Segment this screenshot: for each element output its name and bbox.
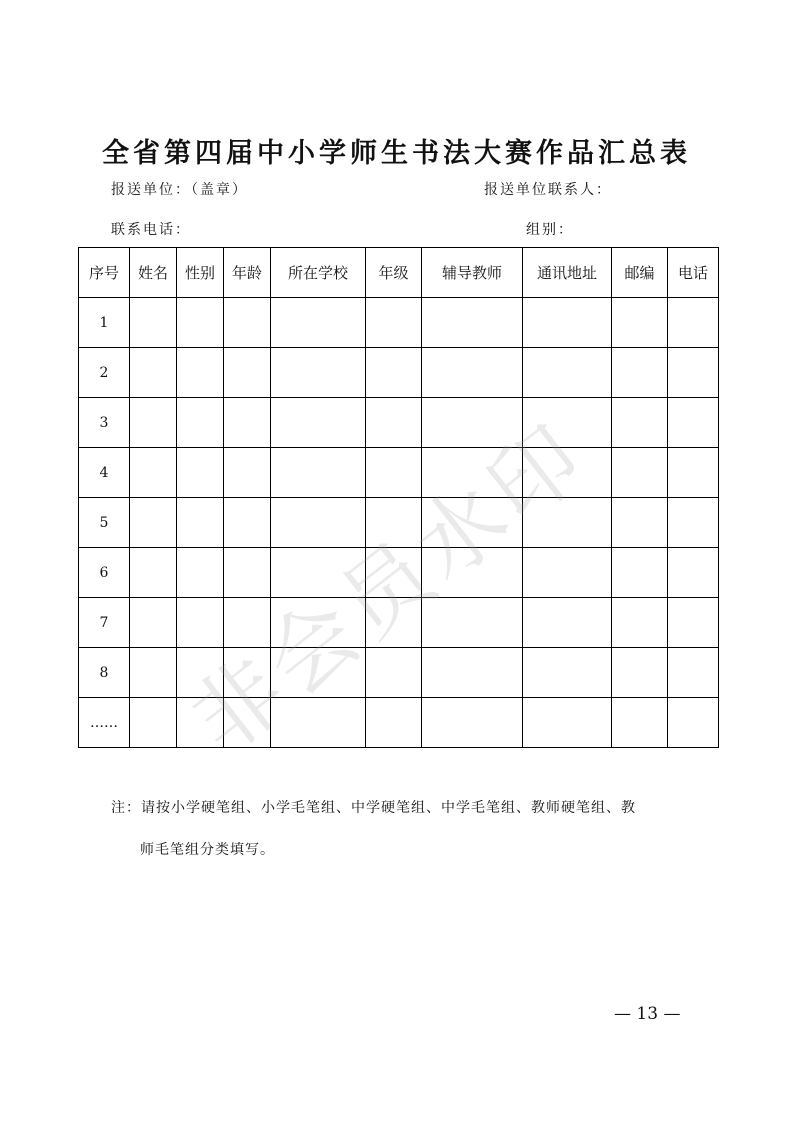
table-cell[interactable] bbox=[366, 698, 422, 748]
header-cell-index: 序号 bbox=[79, 248, 130, 298]
table-row bbox=[79, 398, 719, 448]
table-cell[interactable] bbox=[224, 398, 271, 448]
table-cell[interactable] bbox=[271, 698, 366, 748]
table-cell[interactable] bbox=[523, 548, 612, 598]
header-cell-gender: 性别 bbox=[177, 248, 224, 298]
table-cell[interactable] bbox=[366, 398, 422, 448]
table-cell[interactable] bbox=[177, 548, 224, 598]
header-cell-address: 通讯地址 bbox=[523, 248, 612, 298]
table-header-row bbox=[79, 248, 719, 298]
table-row bbox=[79, 598, 719, 648]
table-cell[interactable] bbox=[523, 348, 612, 398]
table-cell[interactable] bbox=[130, 398, 177, 448]
header-cell-name: 姓名 bbox=[130, 248, 177, 298]
table-cell[interactable] bbox=[130, 548, 177, 598]
row-index-cell: 4 bbox=[79, 448, 130, 498]
table-cell[interactable] bbox=[612, 698, 668, 748]
table-cell[interactable] bbox=[366, 598, 422, 648]
table-cell[interactable] bbox=[130, 448, 177, 498]
note-line-1: 注：请按小学硬笔组、小学毛笔组、中学硬笔组、中学毛笔组、教师硬笔组、教 bbox=[111, 800, 636, 816]
table-cell[interactable] bbox=[224, 298, 271, 348]
table-cell[interactable] bbox=[271, 348, 366, 398]
table-cell[interactable] bbox=[612, 648, 668, 698]
table-cell[interactable] bbox=[612, 398, 668, 448]
table-cell[interactable] bbox=[366, 498, 422, 548]
table-cell[interactable] bbox=[366, 548, 422, 598]
field-submitting-unit: 报送单位：（盖章） bbox=[111, 182, 248, 198]
table-cell[interactable] bbox=[224, 648, 271, 698]
document-title: 全省第四届中小学师生书法大赛作品汇总表 bbox=[102, 138, 691, 169]
table-cell[interactable] bbox=[271, 548, 366, 598]
row-index-cell: 8 bbox=[79, 648, 130, 698]
table-row bbox=[79, 648, 719, 698]
table-cell[interactable] bbox=[523, 698, 612, 748]
table-cell[interactable] bbox=[366, 448, 422, 498]
table-row bbox=[79, 448, 719, 498]
table-cell[interactable] bbox=[523, 498, 612, 548]
table-cell[interactable] bbox=[130, 648, 177, 698]
table-cell[interactable] bbox=[177, 698, 224, 748]
table-body bbox=[79, 298, 719, 748]
table-row bbox=[79, 548, 719, 598]
field-group: 组别： bbox=[526, 222, 574, 238]
table-cell[interactable] bbox=[422, 348, 523, 398]
table-cell[interactable] bbox=[271, 398, 366, 448]
field-contact-phone: 联系电话： bbox=[111, 222, 191, 238]
table-cell[interactable] bbox=[668, 648, 719, 698]
table-cell[interactable] bbox=[523, 598, 612, 648]
table-cell[interactable] bbox=[366, 348, 422, 398]
table-cell[interactable] bbox=[224, 448, 271, 498]
summary-table bbox=[78, 247, 719, 748]
table-cell[interactable] bbox=[366, 648, 422, 698]
table-cell[interactable] bbox=[668, 698, 719, 748]
watermark-text: 非会员水印 bbox=[172, 402, 606, 774]
table-cell[interactable] bbox=[422, 298, 523, 348]
table-cell[interactable] bbox=[612, 298, 668, 348]
header-cell-teacher: 辅导教师 bbox=[422, 248, 523, 298]
table-cell[interactable] bbox=[224, 548, 271, 598]
table-cell[interactable] bbox=[177, 448, 224, 498]
table-cell[interactable] bbox=[271, 298, 366, 348]
row-index-cell: 7 bbox=[79, 598, 130, 648]
table-cell[interactable] bbox=[668, 298, 719, 348]
table-row bbox=[79, 498, 719, 548]
table-cell[interactable] bbox=[668, 498, 719, 548]
table-cell[interactable] bbox=[224, 698, 271, 748]
table-cell[interactable] bbox=[130, 298, 177, 348]
table-cell[interactable] bbox=[523, 298, 612, 348]
page-number: — 13 — bbox=[614, 1004, 681, 1024]
table-cell[interactable] bbox=[177, 498, 224, 548]
table-cell[interactable] bbox=[422, 698, 523, 748]
table-cell[interactable] bbox=[130, 698, 177, 748]
table-cell[interactable] bbox=[224, 498, 271, 548]
table-cell[interactable] bbox=[271, 448, 366, 498]
table-cell[interactable] bbox=[271, 498, 366, 548]
row-index-cell: …… bbox=[79, 698, 130, 748]
table-cell[interactable] bbox=[668, 598, 719, 648]
header-cell-school: 所在学校 bbox=[271, 248, 366, 298]
table-cell[interactable] bbox=[271, 648, 366, 698]
table-cell[interactable] bbox=[612, 598, 668, 648]
table-cell[interactable] bbox=[523, 648, 612, 698]
table-cell[interactable] bbox=[177, 598, 224, 648]
table-cell[interactable] bbox=[612, 348, 668, 398]
table-cell[interactable] bbox=[130, 498, 177, 548]
table-cell[interactable] bbox=[668, 448, 719, 498]
row-index-cell: 1 bbox=[79, 298, 130, 348]
table-cell[interactable] bbox=[366, 298, 422, 348]
table-cell[interactable] bbox=[668, 548, 719, 598]
table-cell[interactable] bbox=[523, 398, 612, 448]
table-cell[interactable] bbox=[612, 448, 668, 498]
table-cell[interactable] bbox=[177, 648, 224, 698]
table-cell[interactable] bbox=[612, 498, 668, 548]
header-cell-grade: 年级 bbox=[366, 248, 422, 298]
table-cell[interactable] bbox=[668, 348, 719, 398]
table-cell[interactable] bbox=[422, 648, 523, 698]
table-cell[interactable] bbox=[422, 548, 523, 598]
table-cell[interactable] bbox=[130, 348, 177, 398]
note-line-2: 师毛笔组分类填写。 bbox=[140, 842, 275, 858]
table-cell[interactable] bbox=[130, 598, 177, 648]
table-cell[interactable] bbox=[224, 348, 271, 398]
table-row bbox=[79, 348, 719, 398]
table-cell[interactable] bbox=[422, 498, 523, 548]
table-cell[interactable] bbox=[612, 548, 668, 598]
header-cell-postcode: 邮编 bbox=[612, 248, 668, 298]
table-cell[interactable] bbox=[422, 398, 523, 448]
table-cell[interactable] bbox=[668, 398, 719, 448]
table-row bbox=[79, 298, 719, 348]
table-cell[interactable] bbox=[422, 448, 523, 498]
table-row bbox=[79, 698, 719, 748]
table-cell[interactable] bbox=[224, 598, 271, 648]
field-unit-contact: 报送单位联系人： bbox=[484, 182, 612, 198]
table-cell[interactable] bbox=[177, 348, 224, 398]
table-cell[interactable] bbox=[177, 298, 224, 348]
header-cell-age: 年龄 bbox=[224, 248, 271, 298]
row-index-cell: 6 bbox=[79, 548, 130, 598]
table-cell[interactable] bbox=[523, 448, 612, 498]
table-cell[interactable] bbox=[422, 598, 523, 648]
row-index-cell: 2 bbox=[79, 348, 130, 398]
table-cell[interactable] bbox=[271, 598, 366, 648]
table-cell[interactable] bbox=[177, 398, 224, 448]
row-index-cell: 3 bbox=[79, 398, 130, 448]
header-cell-phone: 电话 bbox=[668, 248, 719, 298]
row-index-cell: 5 bbox=[79, 498, 130, 548]
